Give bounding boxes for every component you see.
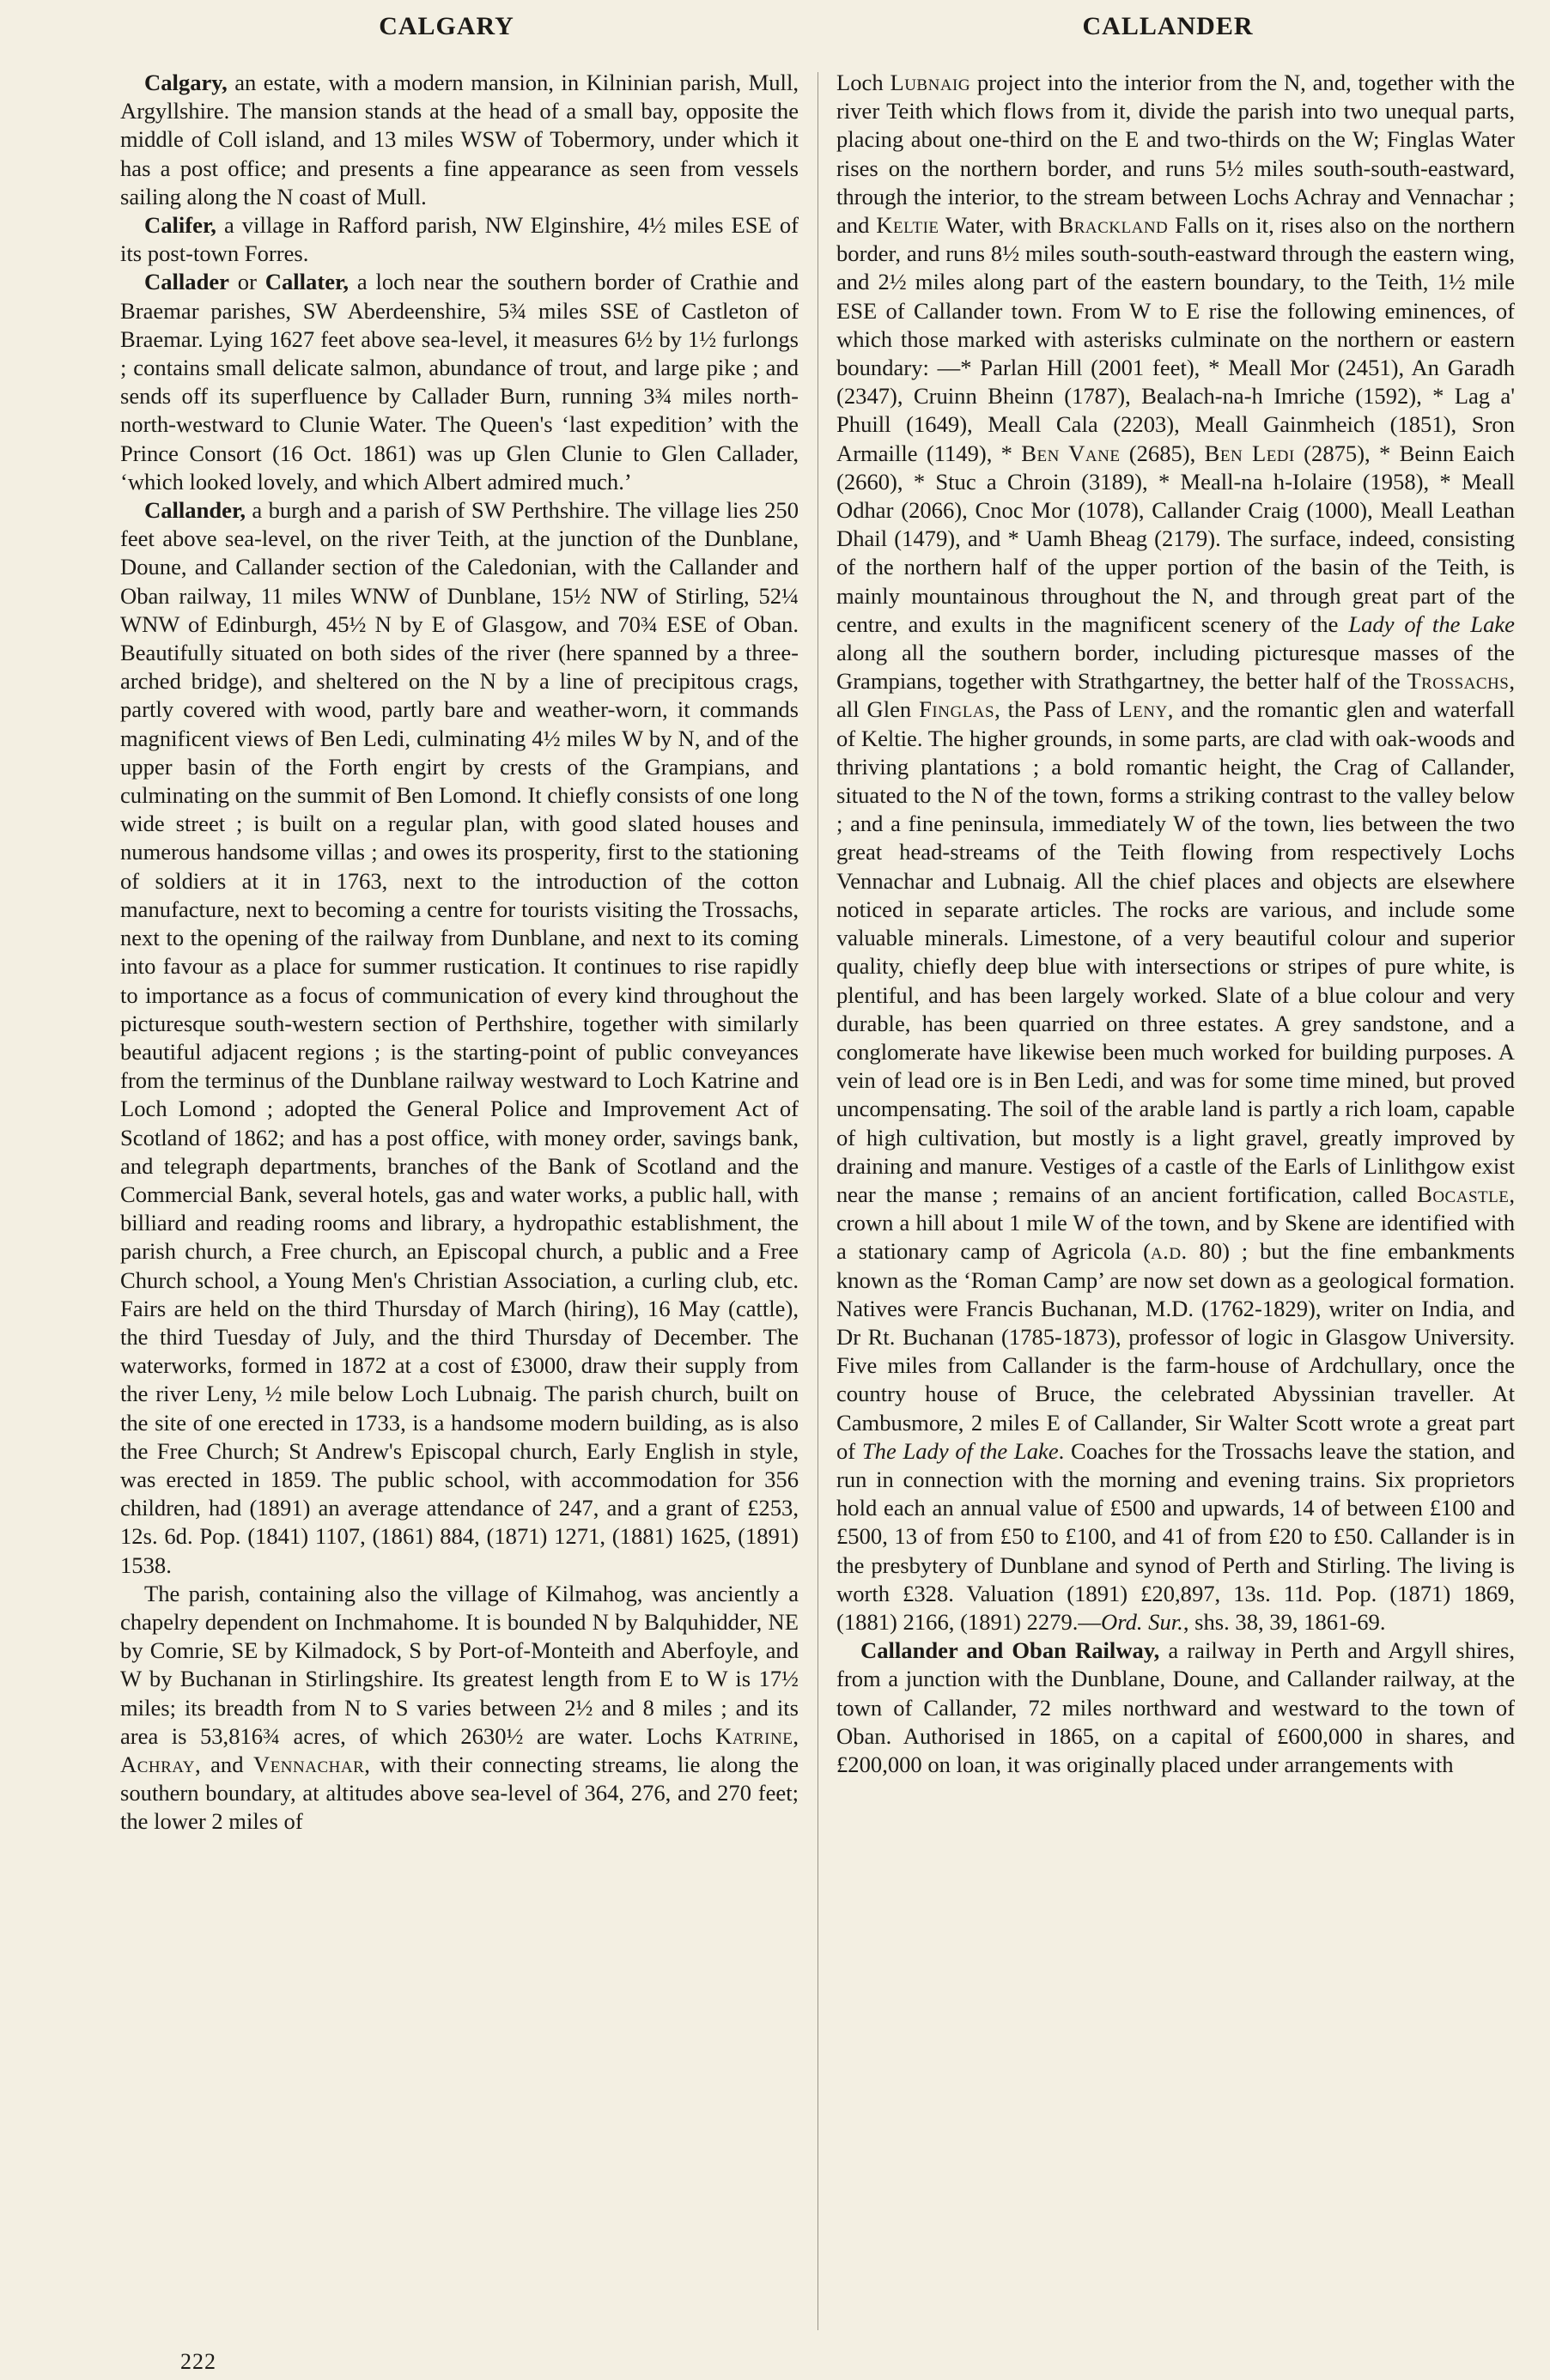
title-ref-lady-of-the-lake-2: The Lady of the Lake (861, 1437, 1059, 1464)
headword-variant: Callater, (264, 269, 350, 295)
entry-text: , all Glen (836, 668, 1515, 723)
place-ref-ben-vane: Ben Vane (1021, 440, 1121, 466)
place-ref-keltie: Keltie (876, 212, 939, 239)
entry-text: (2875), * Beinn Eaich (2660), * Stuc a Chroin (3189), * Meall-na h-Iolaire (1958), * Meall Odhar (2066), Cnoc Mor (1078), Callander Craig (1000), Meall Leathan Dhail (1479), and * Uamh Bheag (2179). The surface, indeed, consisting of the northern half of the upper portion of the basin of the Teith, is mainly mountainous throughout the N, and through great part of the centre, and exults in the magnificent scenery of the (836, 440, 1515, 637)
page-number: 222 (180, 2349, 216, 2374)
separator: , and (194, 1751, 253, 1777)
place-ref-lubnaig: Lubnaig (890, 70, 971, 95)
separator: , (793, 1722, 799, 1749)
place-ref-katrine: Katrine (715, 1722, 793, 1749)
entry-callander-continued (836, 69, 1515, 1636)
headword: Calgary, (144, 70, 228, 95)
left-column (120, 69, 799, 1837)
entry-text: a village in Rafford parish, NW Elginshire, 4½ miles ESE of its post-town Forres. (120, 212, 799, 267)
era-abbrev: a.d. (1150, 1238, 1188, 1265)
headword: Callander and Oban Railway, (860, 1637, 1160, 1664)
entry-text: a railway in Perth and Argyll shires, from a junction with the Dunblane, Doune, and Callander railway, at the town of Callander, 72 miles northward and westward to the town of Oban. Authorised in 1865, on a capital of £600,000 in shares, and £200,000 on loan, it was originally placed under arrangements with (836, 1637, 1515, 1777)
running-head-left: CALGARY (379, 12, 514, 40)
place-ref-vennachar: Vennachar (253, 1751, 365, 1777)
entry-text: , and the romantic glen and waterfall of Keltie. The higher grounds, in some parts, are clad with oak-woods and thriving plantations ; a bold romantic height, the Crag of Callander, situated to the N of the town, forms a striking contrast to the valley below ; and a fine peninsula, immediately W of the town, lies between the two great head-streams of the Teith flowing from respectively Lochs Vennachar and Lubnaig. All the chief places and objects are elsewhere noticed in separate articles. The rocks are various, and include some valuable minerals. Limestone, of a very beautiful colour and superior quality, chiefly deep blue with intersections or stripes of pure white, is plentiful, and has been largely worked. Slate of a blue colour and very durable, has been quarried on three estates. A grey sandstone, and a conglomerate have likewise been much worked for building purposes. A vein of lead ore is in Ben Ledi, and was for some time mined, but proved uncompensating. The soil of the arable land is partly a rich loam, capable of high cultivation, but mostly is a light gravel, greatly improved by draining and manure. Vestiges of a castle of the Earls of Linlithgow exist near the manse ; remains of an ancient fortification, called (836, 696, 1515, 1207)
entry-text: 80) ; but the fine embankments known as the ‘Roman Camp’ are now set down as a geological formation. Natives were Francis Buchanan, M.D. (1762-1829), writer on India, and Dr Rt. Buchanan (1785-1873), professor of logic in Glasgow University. Five miles from Callander is the farm-house of Ardchullary, once the country house of Bruce, the celebrated Abyssinian traveller. At Cambusmore, 2 miles E of Callander, Sir Walter Scott wrote a great part of (836, 1238, 1515, 1464)
entry-text: , the Pass of (994, 696, 1119, 723)
entry-text: along all the southern border, including picturesque masses of the Grampians, together with Strathgartney, the better half of the (836, 640, 1515, 695)
place-ref-leny: Leny (1118, 696, 1168, 723)
headword: Callander, (144, 497, 246, 524)
entry-text: a burgh and a parish of SW Perthshire. The village lies 250 feet above sea-level, on the river Teith, at the junction of the Dunblane, Doune, and Callander section of the Caledonian, with the Callander and Oban railway, 11 miles WNW of Dunblane, 15½ NW of Stirling, 52¼ WNW of Edinburgh, 45½ N by E of Glasgow, and 70¾ ESE of Oban. Beautifully situated on both sides of the river (here spanned by a three-arched bridge), and sheltered on the N by a line of precipitous crags, partly covered with wood, partly bare and weather-worn, it commands magnificent views of Ben Ledi, culminating 4½ miles W by N, and of the upper basin of the Forth engirt by crests of the Grampians, and culminating on the summit of Ben Lomond. It chiefly consists of one long wide street ; is built on a regular plan, with good slated houses and numerous handsome villas ; and owes its prosperity, first to the stationing of soldiers at it in 1763, next to the introduction of the cotton manufacture, next to becoming a centre for tourists visiting the Trossachs, next to the opening of the railway from Dunblane, and next to its coming into favour as a place for summer rustication. It continues to rise rapidly to importance as a focus of communication of every kind throughout the picturesque south-western section of Perthshire, together with similarly beautiful adjacent regions ; is the starting-point of public conveyances from the terminus of the Dunblane railway westward to Loch Katrine and Loch Lomond ; adopted the General Police and Improvement Act of Scotland of 1862; and has a post office, with money order, savings bank, and telegraph departments, branches of the Bank of Scotland and the Commercial Bank, several hotels, gas and water works, a public hall, with billiard and reading rooms and library, a hydropathic establishment, the parish church, a Free church, an Episcopal church, a public and a Free Church school, a Young Men's Christian Association, a curling club, etc. Fairs are held on the third Thursday of March (hiring), 16 May (cattle), the third Tuesday of July, and the third Thursday of December. The waterworks, formed in 1872 at a cost of £3000, draw their supply from the river Leny, ½ mile below Loch Lubnaig. The parish church, built on the site of one erected in 1733, is a handsome modern building, as is also the Free Church; St Andrew's Episcopal church, Early English in style, was erected in 1859. The public school, with accommodation for 356 children, had (1891) an average attendance of 247, and a grant of £253, 12s. 6d. Pop. (1841) 1107, (1861) 884, (1871) 1271, (1881) 1625, (1891) 1538. (120, 497, 799, 1578)
right-column (836, 69, 1515, 1779)
entry-text: project into the interior from the N, and, together with the river Teith which flows from it, divide the parish into two unequal parts, placing about one-third on the E and two-thirds on the W; Finglas Water rises on the northern border, and runs 5½ miles south-south-eastward, through the interior, to the stream between Lochs Achray and Vennachar ; and (836, 70, 1515, 239)
place-ref-achray: Achray (120, 1751, 195, 1777)
entry-text: The parish, containing also the village of Kilmahog, was anciently a chapelry dependent on Inchmahome. It is bounded N by Balquhidder, NE by Comrie, SE by Kilmadock, S by Port-of-Monteith and Aberfoyle, and W by Buchanan in Stirlingshire. Its greatest length from E to W is 17½ miles; its breadth from N to S varies between 2½ and 8 miles ; and its area is 53,816¾ acres, of which 2630½ are water. Lochs (120, 1580, 799, 1749)
entry-callander (120, 496, 799, 1580)
entry-califer (120, 211, 799, 268)
entry-text: (2685), (1120, 440, 1205, 466)
entry-callader (120, 268, 799, 496)
entry-text: Loch (836, 70, 890, 95)
entry-text: , crown a hill about 1 mile W of the town, and by Skene are identified with a stationary camp of Agricola ( (836, 1181, 1515, 1265)
entry-text: , shs. 38, 39, 1861-69. (1182, 1608, 1386, 1635)
entry-calgary (120, 69, 799, 211)
entry-callander-parish (120, 1580, 799, 1837)
entry-callander-oban-railway (836, 1636, 1515, 1779)
place-ref-brackland: Brackland (1058, 212, 1169, 239)
headword: Callader (144, 269, 229, 295)
entry-text: , with their connecting streams, lie along the southern boundary, at altitudes above sea-level of 364, 276, and 270 feet; the lower 2 miles of (120, 1751, 799, 1835)
entry-text: Water, with (939, 212, 1059, 239)
running-head-right: CALLANDER (1082, 12, 1254, 40)
title-ref-lady-of-the-lake: Lady of the Lake (1348, 610, 1515, 637)
place-ref-ben-ledi: Ben Ledi (1204, 440, 1295, 466)
place-ref-bocastle: Bocastle (1417, 1181, 1510, 1207)
place-ref-trossachs: Trossachs (1407, 668, 1510, 695)
entry-connector: or (228, 269, 265, 295)
ord-sur-abbrev: Ord. Sur. (1101, 1608, 1183, 1635)
entry-text: . Coaches for the Trossachs leave the station, and run in connection with the morning and evening trains. Six proprietors hold each an annual value of £500 and upwards, 14 of between £100 and £500, 13 of from £50 to £100, and 41 of from £20 to £50. Callander is in the presbytery of Dunblane and synod of Perth and Stirling. The living is worth £328. Valuation (1891) £20,897, 13s. 11d. Pop. (1871) 1869, (1881) 2166, (1891) 2279.— (836, 1437, 1515, 1635)
entry-text: Falls on it, rises also on the northern border, and runs 8½ miles south-south-eastward through the eastern wing, and 2½ miles along part of the eastern boundary, to the Teith, 1½ mile ESE of Callander town. From W to E rise the following eminences, of which those marked with asterisks culminate on the northern or eastern boundary: —* Parlan Hill (2001 feet), * Meall Mor (2451), An Garadh (2347), Cruinn Bheinn (1787), Bealach-na-h Imriche (1592), * Lag a' Phuill (1649), Meall Cala (2203), Meall Gainmheich (1851), Sron Armaille (1149), * (836, 212, 1516, 466)
headword: Califer, (144, 212, 216, 239)
entry-text: an estate, with a modern mansion, in Kilninian parish, Mull, Argyllshire. The mansion stands at the head of a small bay, opposite the middle of Coll island, and 13 miles WSW of Tobermory, under which it has a post office; and presents a fine appearance as seen from vessels sailing along the N coast of Mull. (120, 70, 799, 209)
entry-text: a loch near the southern border of Crathie and Braemar parishes, SW Aberdeenshire, 5¾ miles SSE of Castleton of Braemar. Lying 1627 feet above sea-level, it measures 6½ by 1½ furlongs ; contains small delicate salmon, abundance of trout, and large pike ; and sends off its superfluence by Callader Burn, running 3¾ miles north-north-westward to Clunie Water. The Queen's ‘last expedition’ with the Prince Consort (16 Oct. 1861) was up Glen Clunie to Glen Callader, ‘which looked lovely, and which Albert admired much.’ (120, 269, 799, 495)
place-ref-finglas: Finglas (919, 696, 995, 723)
